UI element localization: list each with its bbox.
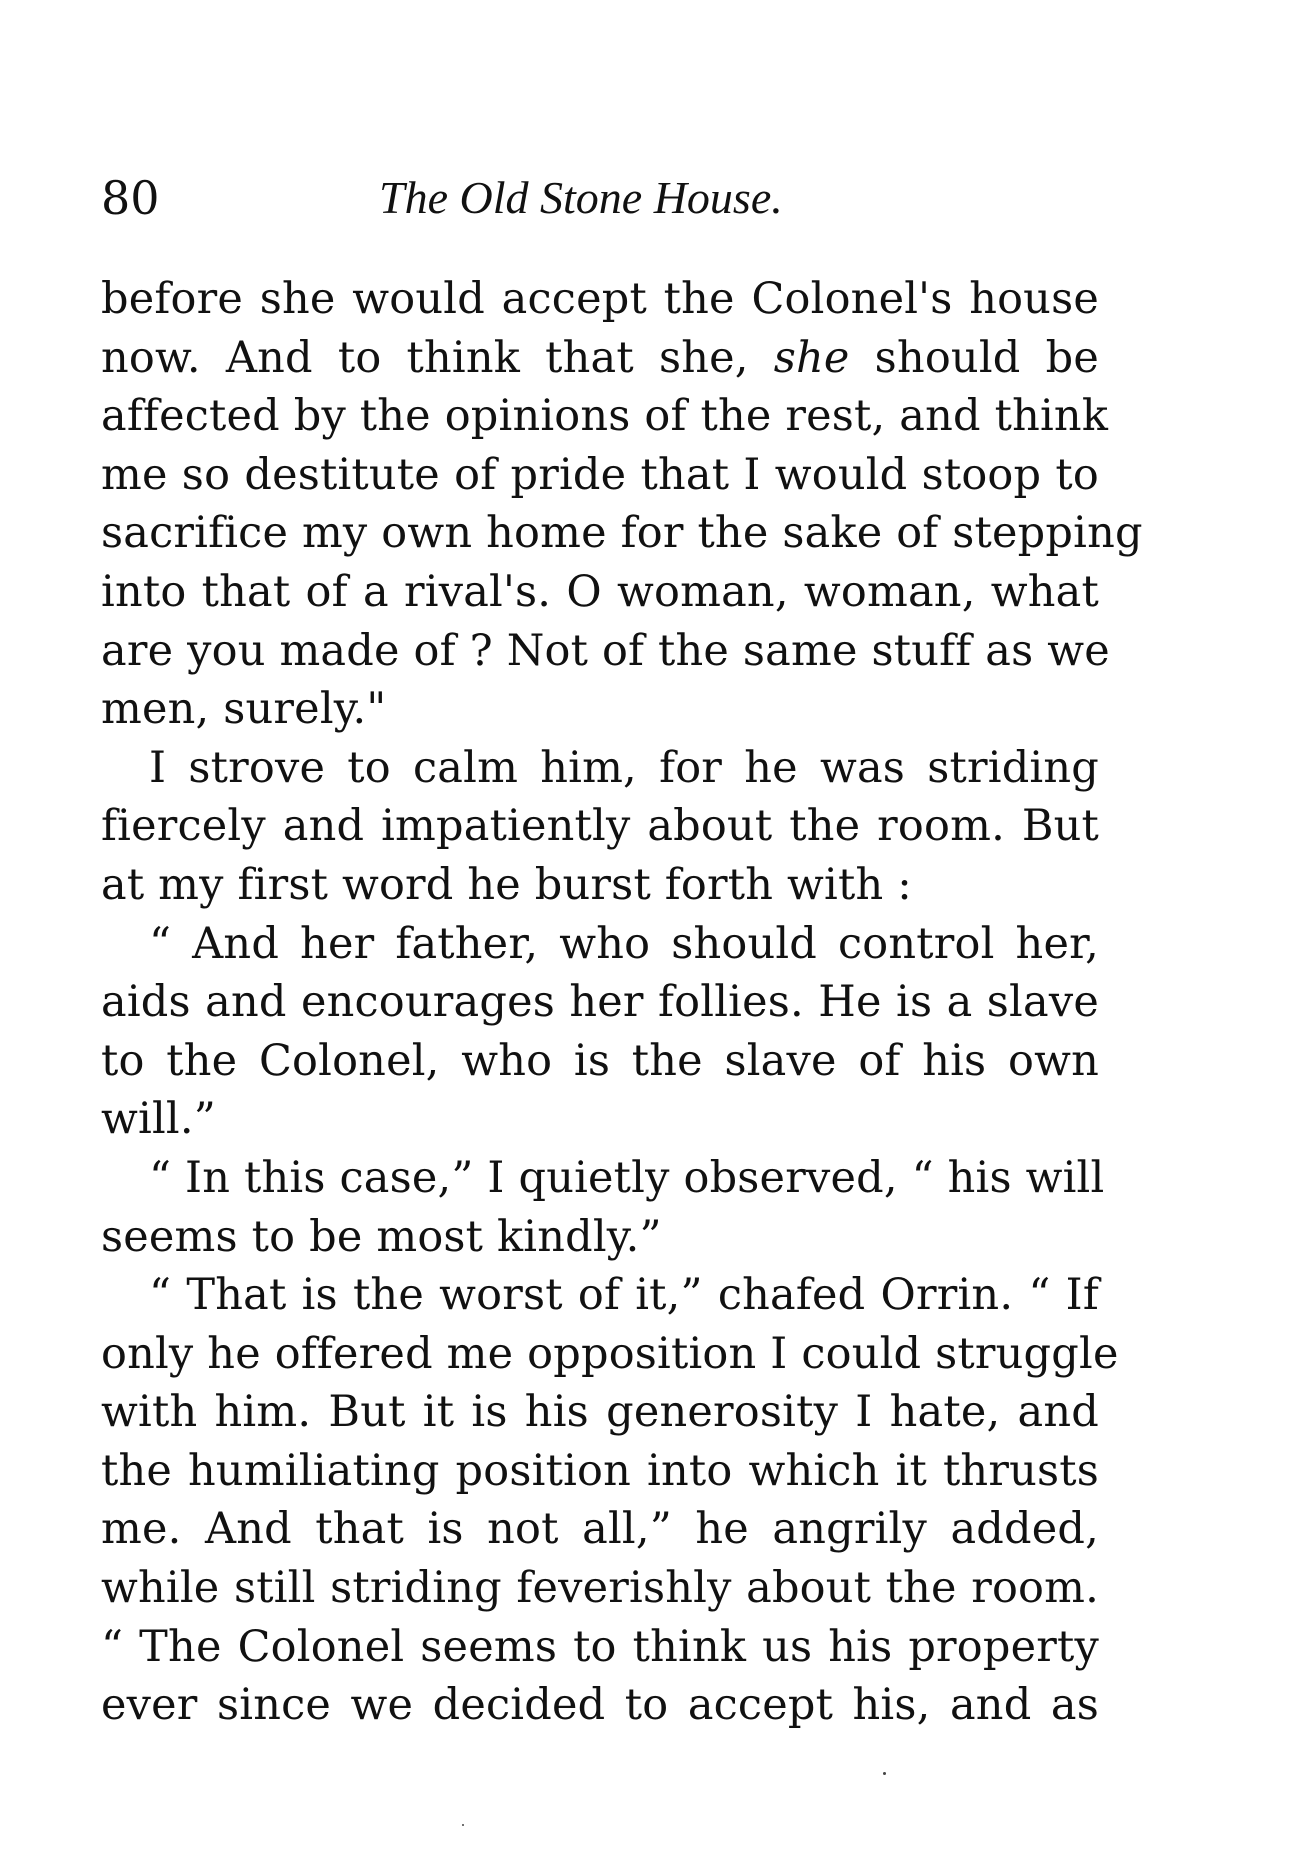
text-line: “ And her father, who should control her, [149, 918, 1099, 969]
text-line: me so destitute of pride that I would stoop to [101, 449, 1099, 500]
text-line: men, surely." [101, 684, 387, 735]
text-line: I strove to calm him, for he was striding [149, 742, 1099, 793]
text-line: me. And that is not all,” he angrily added, [101, 1504, 1099, 1555]
text-line: seems to be most kindly.” [101, 1211, 662, 1262]
text-line: aids and encourages her follies. He is a slave [101, 977, 1099, 1028]
text-line: affected by the opinions of the rest, and think [101, 391, 1109, 442]
body-text [101, 270, 1143, 1735]
paper-speck [883, 1772, 886, 1775]
text-line: fiercely and impatiently about the room. But [101, 801, 1099, 852]
text-line: with him. But it is his generosity I hate, and [101, 1387, 1099, 1438]
paper-speck [462, 1824, 464, 1826]
text-line: “ The Colonel seems to think us his property [101, 1621, 1099, 1672]
text-line [101, 329, 1099, 388]
text-line: at my first word he burst forth with : [101, 859, 912, 910]
text-line: before she would accept the Colonel's house [101, 274, 1099, 324]
text-line: “ In this case,” I quietly observed, “ his will [149, 1152, 1105, 1203]
page-number: 80 [101, 171, 160, 225]
text-line: sacrifice my own home for the sake of stepping [101, 508, 1143, 559]
text-line: ever since we decided to accept his, and as [101, 1680, 1099, 1731]
text-line: only he offered me opposition I could struggle [101, 1328, 1119, 1379]
text-segment: now. And to think that she, [101, 332, 774, 383]
text-line: the humiliating position into which it thrusts [101, 1445, 1099, 1496]
running-title: The Old Stone House. [379, 172, 783, 223]
text-line: while still striding feverishly about the room. [101, 1563, 1099, 1614]
text-line: will.” [101, 1094, 216, 1145]
italic-word: she [773, 332, 850, 383]
running-header [101, 168, 1099, 228]
text-line: are you made of ? Not of the same stuff as we [101, 625, 1110, 676]
text-segment: should be [849, 332, 1099, 383]
text-line: to the Colonel, who is the slave of his own [101, 1035, 1099, 1086]
text-line: “ That is the worst of it,” chafed Orrin. “ If [149, 1270, 1099, 1321]
text-line: into that of a rival's. O woman, woman, what [101, 566, 1099, 617]
